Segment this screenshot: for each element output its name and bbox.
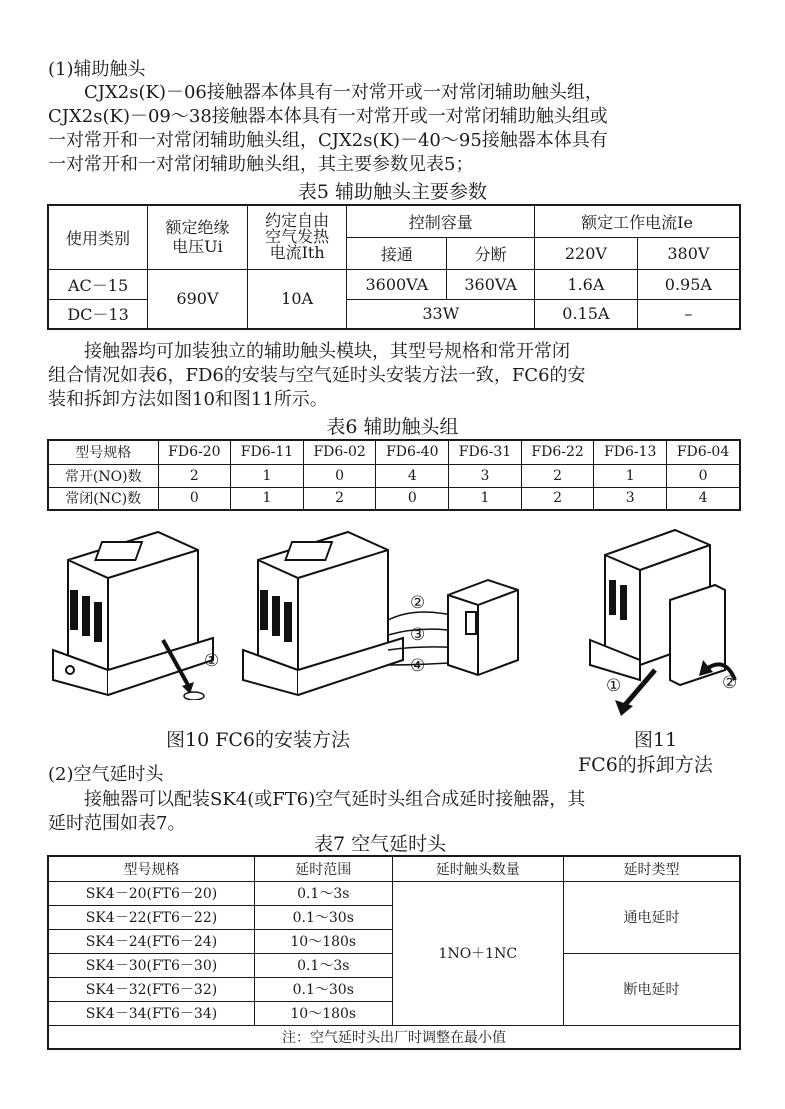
- t6-header: FD6-13: [594, 440, 667, 464]
- t5-cell: 1.6A: [535, 269, 638, 299]
- t5-header-ith: 约定自由 空气发热 电流Ith: [247, 205, 347, 269]
- t6-cell: 0: [667, 464, 740, 487]
- t6-cell: 1: [231, 487, 304, 510]
- t5-cell-capacity: 33W: [347, 299, 535, 329]
- section2-para-line-1: 接触器可以配装SK4(或FT6)空气延时头组合成延时接触器，其: [48, 789, 586, 810]
- para2-line-2: 组合情况如表6，FD6的安装与空气延时头安装方法一致，FC6的安: [48, 365, 586, 386]
- t6-cell: 4: [667, 487, 740, 510]
- t5-header-ui: 额定绝缘 电压Ui: [148, 205, 248, 269]
- section2-para-line-2: 延时范围如表7。: [48, 813, 186, 834]
- t6-cell: 3: [449, 464, 522, 487]
- t5-cell: 360VA: [447, 269, 535, 299]
- t7-cell: SK4－22(FT6－22): [48, 905, 254, 929]
- t5-header-ie: 额定工作电流Ie: [535, 205, 740, 237]
- marker-3: ③: [410, 625, 426, 645]
- t6-cell: 3: [594, 487, 667, 510]
- t7-cell: SK4－24(FT6－24): [48, 929, 254, 953]
- marker-2: ②: [410, 593, 426, 613]
- t7-cell: 0.1～30s: [254, 905, 392, 929]
- t6-header: 型号规格: [48, 440, 158, 464]
- contactor-illustration-1: [48, 520, 218, 700]
- t7-cell-contacts: 1NO＋1NC: [392, 881, 564, 1025]
- t7-cell: 0.1～30s: [254, 977, 392, 1001]
- section1-para-line-3: 一对常开和一对常闭辅助触头组，CJX2s(K)－40～95接触器本体具有: [48, 130, 608, 151]
- section1-para-line-2: CJX2s(K)－09～38接触器本体具有一对常开或一对常闭辅助触头组或: [48, 106, 608, 127]
- t6-cell: 1: [449, 487, 522, 510]
- t5-header-usage: 使用类别: [48, 205, 148, 269]
- t6-cell: 2: [521, 487, 594, 510]
- t5-cell: 3600VA: [347, 269, 447, 299]
- t6-cell: 0: [376, 487, 449, 510]
- t7-note: 注：空气延时头出厂时调整在最小值: [48, 1025, 740, 1049]
- t5-cell: –: [637, 299, 740, 329]
- t5-cell: AC－15: [48, 269, 148, 299]
- t6-cell: 0: [303, 464, 376, 487]
- section1-heading: (1)辅助触头: [48, 59, 146, 80]
- section2-heading: (2)空气延时头: [48, 764, 164, 785]
- t7-header: 延时类型: [564, 856, 740, 881]
- t5-header-control: 控制容量: [347, 205, 535, 237]
- section1-para-line-4: 一对常开和一对常闭辅助触头组，其主要参数见表5；: [48, 154, 474, 175]
- t5-header-380v: 380V: [637, 237, 740, 269]
- t5-header-break: 分断: [447, 237, 535, 269]
- t6-cell: 2: [521, 464, 594, 487]
- t6-header: FD6-40: [376, 440, 449, 464]
- para2-line-1: 接触器均可加装独立的辅助触头模块，其型号规格和常开常闭: [48, 341, 570, 362]
- t5-cell-ui: 690V: [148, 269, 248, 329]
- section1-para-line-1: CJX2s(K)－06接触器本体具有一对常开或一对常闭辅助触头组，: [48, 82, 603, 103]
- table6: [47, 439, 741, 511]
- t5-cell-ith: 10A: [247, 269, 347, 329]
- t6-cell: 1: [231, 464, 304, 487]
- table5: [47, 204, 741, 330]
- t6-header: FD6-04: [667, 440, 740, 464]
- t7-cell-type-on: 通电延时: [564, 881, 740, 953]
- t6-cell: 4: [376, 464, 449, 487]
- t6-header: FD6-22: [521, 440, 594, 464]
- para2-line-3: 装和拆卸方法如图10和图11所示。: [48, 389, 328, 410]
- t5-cell: DC－13: [48, 299, 148, 329]
- marker-4: ④: [410, 656, 426, 676]
- t7-cell: SK4－32(FT6－32): [48, 977, 254, 1001]
- t7-cell: SK4－20(FT6－20): [48, 881, 254, 905]
- t6-header: FD6-20: [158, 440, 231, 464]
- fig11-caption-line-2: FC6的拆卸方法: [578, 754, 713, 776]
- table7: [47, 855, 741, 1050]
- t6-header: FD6-31: [449, 440, 522, 464]
- table7-title: 表7 空气延时头: [314, 833, 447, 855]
- t7-cell: 10～180s: [254, 929, 392, 953]
- t5-cell: 0.15A: [535, 299, 638, 329]
- t6-header: FD6-02: [303, 440, 376, 464]
- contactor-illustration-2: [238, 520, 538, 700]
- t6-cell: 常开(NO)数: [48, 464, 158, 487]
- table5-title: 表5 辅助触头主要参数: [297, 181, 488, 203]
- t5-header-220v: 220V: [535, 237, 638, 269]
- t6-cell: 常闭(NC)数: [48, 487, 158, 510]
- marker-2-fig11: ②: [722, 673, 738, 693]
- t6-cell: 2: [158, 464, 231, 487]
- fig11-caption-line-1: 图11: [634, 729, 678, 751]
- t7-cell: SK4－34(FT6－34): [48, 1001, 254, 1025]
- fig10-caption: 图10 FC6的安装方法: [166, 729, 351, 751]
- t7-header: 延时触头数量: [392, 856, 564, 881]
- t7-header: 型号规格: [48, 856, 254, 881]
- t7-cell: 10～180s: [254, 1001, 392, 1025]
- table6-title: 表6 辅助触头组: [326, 416, 459, 438]
- t7-cell: 0.1～3s: [254, 953, 392, 977]
- t5-header-make: 接通: [347, 237, 447, 269]
- t7-header: 延时范围: [254, 856, 392, 881]
- t7-cell: 0.1～3s: [254, 881, 392, 905]
- marker-1: ①: [204, 651, 220, 671]
- marker-1-fig11: ①: [606, 676, 622, 696]
- t7-cell: SK4－30(FT6－30): [48, 953, 254, 977]
- t5-cell: 0.95A: [637, 269, 740, 299]
- t6-header: FD6-11: [231, 440, 304, 464]
- t6-cell: 2: [303, 487, 376, 510]
- t6-cell: 1: [594, 464, 667, 487]
- t6-cell: 0: [158, 487, 231, 510]
- t7-cell-type-off: 断电延时: [564, 953, 740, 1025]
